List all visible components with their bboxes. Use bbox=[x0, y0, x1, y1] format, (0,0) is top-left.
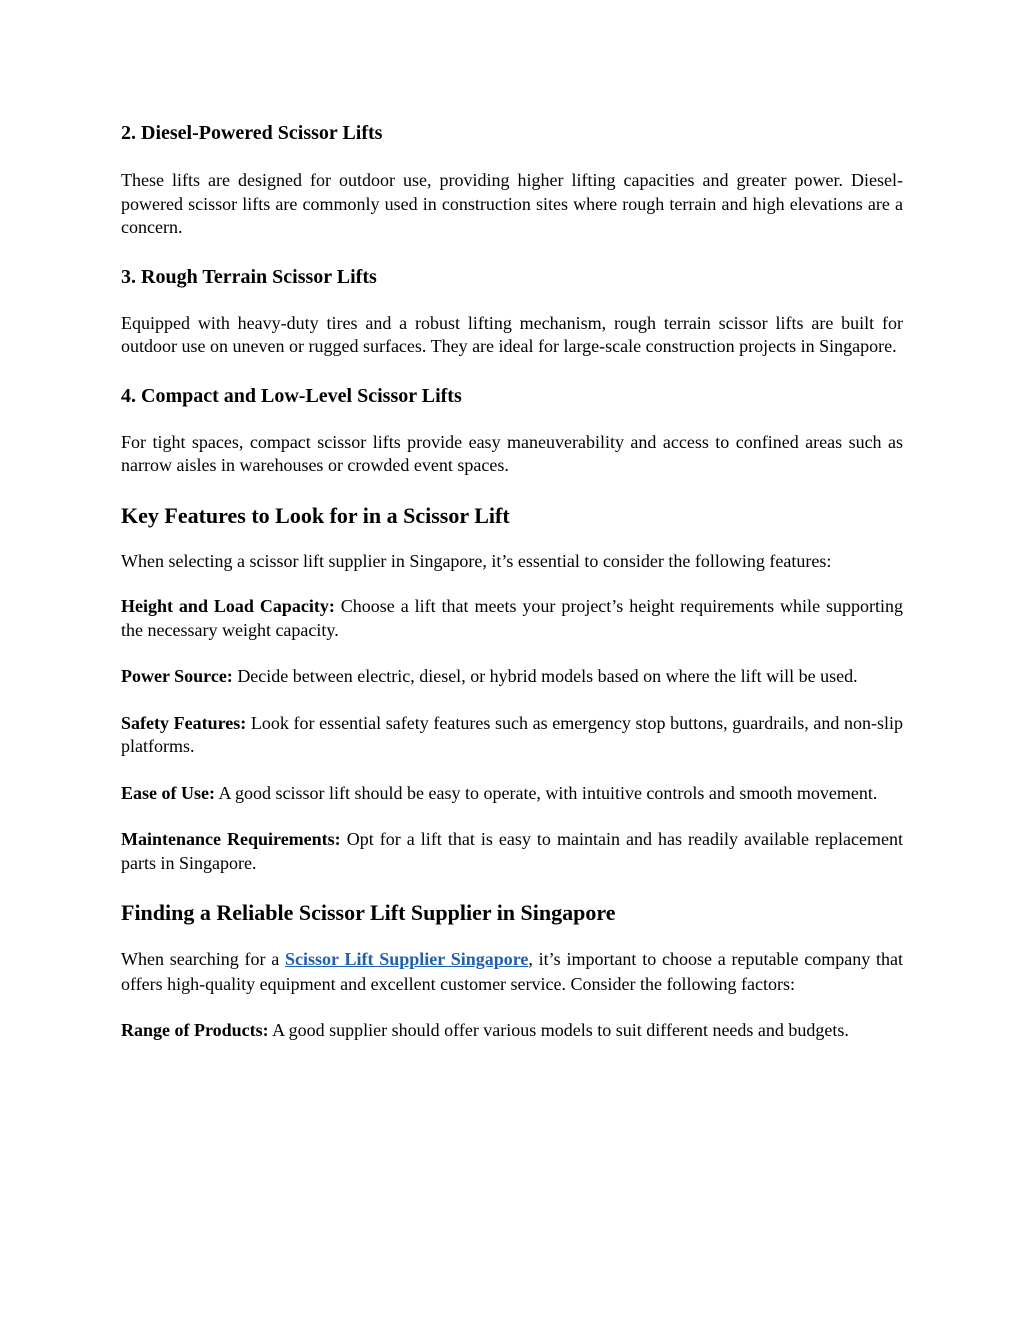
feature-height-load bbox=[121, 595, 903, 642]
feature-text: Opt for a lift that is easy to maintain and has readily available replacement parts in Singapore. bbox=[121, 829, 903, 873]
heading-rough-terrain: 3. Rough Terrain Scissor Lifts bbox=[121, 265, 377, 288]
paragraph-diesel-powered: These lifts are designed for outdoor use, providing higher lifting capacities and greater power. Diesel-powered scissor lifts are commonly used in construction sites where rough terrain and high elevations are a concern. bbox=[121, 170, 903, 237]
feature-text: A good scissor lift should be easy to operate, with intuitive controls and smooth movement. bbox=[214, 782, 878, 803]
feature-label: Power Source: bbox=[121, 666, 233, 686]
feature-safety bbox=[121, 712, 903, 759]
heading-compact-low-level: 4. Compact and Low-Level Scissor Lifts bbox=[121, 384, 462, 407]
paragraph-key-features-intro: When selecting a scissor lift supplier in Singapore, it’s essential to consider the following features: bbox=[121, 550, 832, 571]
feature-label: Safety Features: bbox=[121, 712, 247, 733]
heading-diesel-powered: 2. Diesel-Powered Scissor Lifts bbox=[121, 122, 383, 144]
paragraph-text-before-link: When searching for a bbox=[121, 949, 286, 969]
feature-power-source bbox=[121, 665, 903, 689]
paragraph-text-after-link: , it’s important to choose a reputable company that offers high-quality equipment and excellent customer service. Consider the following factors: bbox=[121, 949, 903, 994]
feature-maintenance bbox=[121, 828, 903, 875]
feature-text: Choose a lift that meets your project’s height requirements while supporting the necessary weight capacity. bbox=[121, 596, 903, 640]
factor-text: A good supplier should offer various models to suit different needs and budgets. bbox=[268, 1020, 849, 1040]
scissor-lift-supplier-link[interactable]: Scissor Lift Supplier Singapore bbox=[285, 949, 529, 969]
feature-label: Height and Load Capacity: bbox=[121, 596, 335, 616]
paragraph-compact-low-level: For tight spaces, compact scissor lifts provide easy maneuverability and access to confined areas such as narrow aisles in warehouses or crowded event spaces. bbox=[121, 431, 903, 475]
paragraph-finding-supplier bbox=[121, 947, 903, 997]
feature-label: Ease of Use: bbox=[121, 782, 215, 803]
feature-text: Look for essential safety features such as emergency stop buttons, guardrails, and non-slip platforms. bbox=[121, 712, 903, 756]
document-page bbox=[121, 120, 903, 1043]
heading-key-features: Key Features to Look for in a Scissor Lift bbox=[121, 502, 510, 528]
heading-finding-supplier: Finding a Reliable Scissor Lift Supplier in Singapore bbox=[121, 900, 616, 925]
factor-label: Range of Products: bbox=[121, 1020, 269, 1040]
factor-range-of-products bbox=[121, 1019, 903, 1043]
feature-text: Decide between electric, diesel, or hybrid models based on where the lift will be used. bbox=[232, 666, 858, 686]
feature-ease-of-use bbox=[121, 782, 903, 806]
feature-label: Maintenance Requirements: bbox=[121, 829, 341, 849]
paragraph-rough-terrain: Equipped with heavy-duty tires and a robust lifting mechanism, rough terrain scissor lifts are built for outdoor use on uneven or rugged surfaces. They are ideal for large-scale construction projects in Singapore. bbox=[121, 312, 903, 356]
